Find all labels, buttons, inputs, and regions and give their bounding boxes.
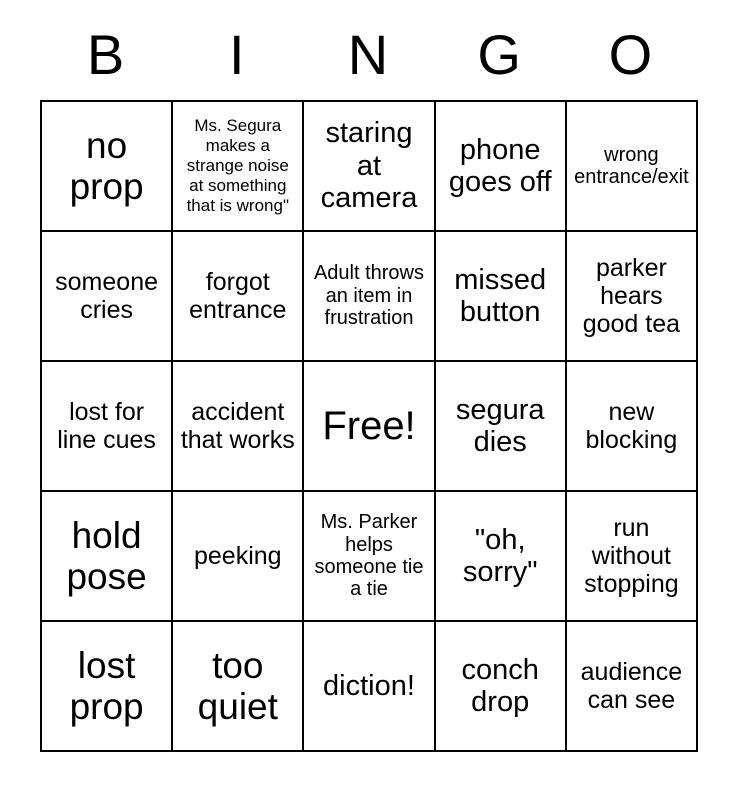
bingo-cell-label: "oh, sorry": [462, 523, 538, 588]
bingo-cell-label: forgot entrance: [189, 268, 287, 324]
bingo-cell-label: lost prop: [69, 644, 144, 727]
bingo-cell-label: conch drop: [461, 653, 539, 718]
bingo-cell[interactable]: [304, 232, 435, 362]
bingo-cell-label: diction!: [323, 669, 415, 702]
bingo-cell-label: no prop: [69, 124, 144, 207]
bingo-cell-label: lost for line cues: [57, 398, 156, 454]
bingo-cell[interactable]: [42, 232, 173, 362]
bingo-cell-label: peeking: [194, 542, 282, 570]
bingo-cell[interactable]: [173, 362, 304, 492]
bingo-cell[interactable]: [42, 362, 173, 492]
bingo-cell-label: too quiet: [197, 644, 278, 727]
bingo-cell[interactable]: [567, 102, 698, 232]
bingo-cell-label: Free!: [322, 403, 416, 448]
bingo-header: [40, 10, 696, 100]
bingo-cell[interactable]: [173, 492, 304, 622]
bingo-cell[interactable]: [173, 102, 304, 232]
bingo-cell-label: new blocking: [585, 398, 678, 454]
bingo-cell[interactable]: [304, 102, 435, 232]
bingo-cell[interactable]: [436, 362, 567, 492]
bingo-cell[interactable]: [304, 362, 435, 492]
bingo-cell[interactable]: [42, 622, 173, 752]
bingo-cell-label: missed button: [454, 263, 547, 328]
bingo-cell[interactable]: [436, 102, 567, 232]
bingo-cell[interactable]: [42, 102, 173, 232]
bingo-letter-g: G: [477, 23, 521, 86]
bingo-cell-label: Adult throws an item in frustration: [313, 262, 425, 330]
bingo-cell-label: audience can see: [580, 658, 683, 714]
bingo-letter-n: N: [347, 23, 389, 86]
bingo-cell[interactable]: [304, 622, 435, 752]
bingo-cell-label: Ms. Segura makes a strange noise at something that is wrong": [186, 115, 289, 216]
bingo-cell-label: accident that works: [180, 398, 295, 454]
bingo-cell[interactable]: [436, 492, 567, 622]
bingo-cell-label: Ms. Parker helps someone tie a tie: [314, 511, 424, 601]
bingo-cell[interactable]: [173, 622, 304, 752]
bingo-cell[interactable]: [567, 362, 698, 492]
bingo-cell-label: phone goes off: [448, 133, 552, 198]
bingo-cell-label: hold pose: [66, 514, 147, 597]
bingo-cell[interactable]: [436, 622, 567, 752]
bingo-cell-label: run without stopping: [584, 514, 679, 598]
bingo-cell-label: parker hears good tea: [582, 254, 681, 338]
bingo-cell-label: wrong entrance/exit: [574, 143, 689, 188]
bingo-letter-o: O: [608, 23, 653, 86]
bingo-cell[interactable]: [567, 232, 698, 362]
bingo-cell[interactable]: [304, 492, 435, 622]
bingo-cell[interactable]: [42, 492, 173, 622]
bingo-cell[interactable]: [567, 622, 698, 752]
bingo-letter-i: I: [229, 23, 245, 86]
bingo-letter-b: B: [86, 23, 125, 86]
bingo-cell[interactable]: [436, 232, 567, 362]
bingo-cell-label: segura dies: [455, 393, 545, 458]
bingo-cell-label: someone cries: [55, 268, 159, 324]
bingo-cell-label: staring at camera: [320, 117, 418, 215]
bingo-cell[interactable]: [567, 492, 698, 622]
bingo-cell[interactable]: [173, 232, 304, 362]
bingo-grid: [40, 100, 698, 752]
